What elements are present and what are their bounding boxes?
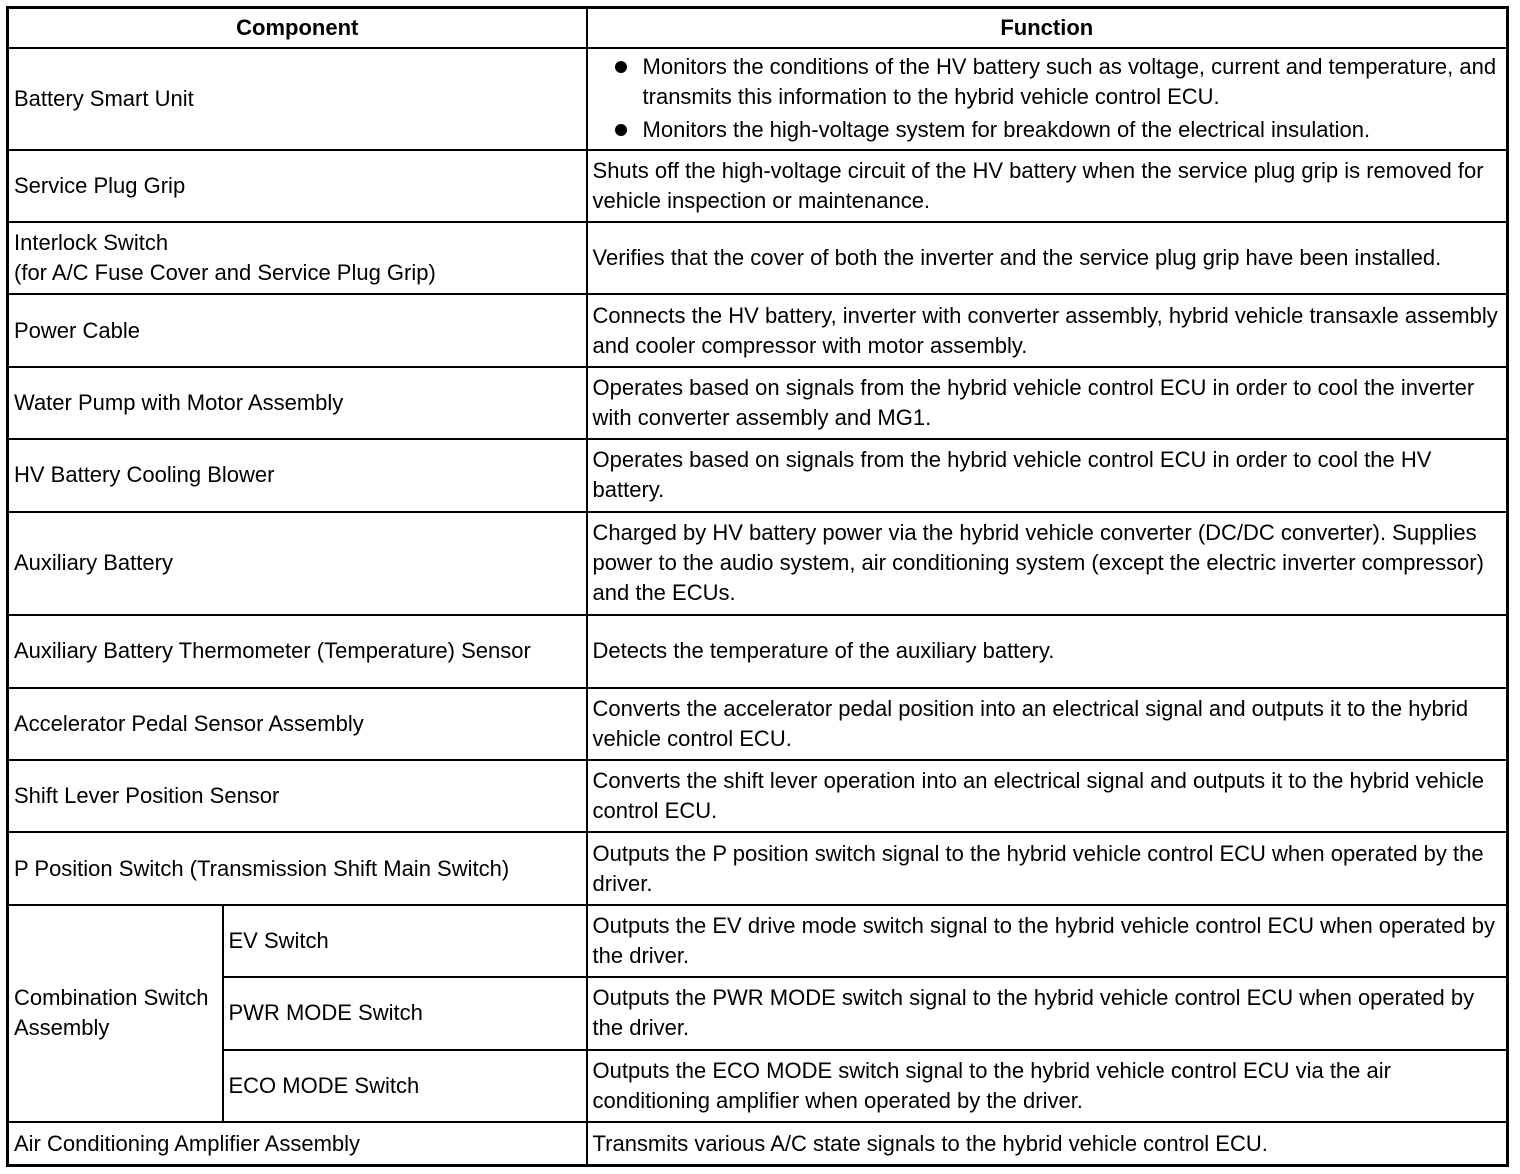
table-row	[8, 832, 1508, 904]
bullet-icon	[615, 124, 627, 136]
function-cell	[587, 48, 1508, 150]
component-group-cell: Combination Switch Assembly	[8, 905, 223, 1122]
table-row	[8, 905, 1508, 977]
table-row	[8, 367, 1508, 439]
function-cell: Outputs the EV drive mode switch signal to the hybrid vehicle control ECU when operated by the driver.	[587, 905, 1508, 977]
component-cell: HV Battery Cooling Blower	[8, 439, 587, 511]
table-row	[8, 977, 1508, 1049]
component-column-header: Component	[8, 8, 587, 49]
function-cell: Operates based on signals from the hybrid vehicle control ECU in order to cool the inverter with converter assembly and MG1.	[587, 367, 1508, 439]
table-row	[8, 512, 1508, 616]
component-cell: Interlock Switch (for A/C Fuse Cover and Service Plug Grip)	[8, 222, 587, 294]
table-row	[8, 1050, 1508, 1122]
function-cell: Charged by HV battery power via the hybrid vehicle converter (DC/DC converter). Supplies power to the audio system, air conditioning system (except the electric inverter compressor) and the ECUs.	[587, 512, 1508, 616]
bullet-icon	[615, 61, 627, 73]
component-cell: Air Conditioning Amplifier Assembly	[8, 1122, 587, 1165]
component-cell: Accelerator Pedal Sensor Assembly	[8, 688, 587, 760]
function-cell: Outputs the P position switch signal to the hybrid vehicle control ECU when operated by the driver.	[587, 832, 1508, 904]
component-cell: Water Pump with Motor Assembly	[8, 367, 587, 439]
component-cell: Auxiliary Battery	[8, 512, 587, 616]
component-cell: Power Cable	[8, 294, 587, 366]
table-row	[8, 294, 1508, 366]
table-row	[8, 150, 1508, 222]
function-cell: Connects the HV battery, inverter with converter assembly, hybrid vehicle transaxle assembly and cooler compressor with motor assembly.	[587, 294, 1508, 366]
function-cell: Converts the accelerator pedal position into an electrical signal and outputs it to the hybrid vehicle control ECU.	[587, 688, 1508, 760]
function-cell: Outputs the PWR MODE switch signal to the hybrid vehicle control ECU when operated by the driver.	[587, 977, 1508, 1049]
table-row	[8, 439, 1508, 511]
function-cell: Detects the temperature of the auxiliary battery.	[587, 615, 1508, 687]
component-cell: Battery Smart Unit	[8, 48, 587, 150]
table-header-row	[8, 8, 1508, 49]
component-cell: P Position Switch (Transmission Shift Main Switch)	[8, 832, 587, 904]
table-row	[8, 688, 1508, 760]
component-cell: Auxiliary Battery Thermometer (Temperature) Sensor	[8, 615, 587, 687]
function-cell: Converts the shift lever operation into an electrical signal and outputs it to the hybrid vehicle control ECU.	[587, 760, 1508, 832]
table-row	[8, 48, 1508, 150]
function-bullet-list	[593, 52, 1502, 145]
function-cell: Operates based on signals from the hybrid vehicle control ECU in order to cool the HV battery.	[587, 439, 1508, 511]
table-row	[8, 222, 1508, 294]
function-column-header: Function	[587, 8, 1508, 49]
function-cell: Verifies that the cover of both the inverter and the service plug grip have been installed.	[587, 222, 1508, 294]
component-cell: Shift Lever Position Sensor	[8, 760, 587, 832]
component-cell: Service Plug Grip	[8, 150, 587, 222]
subcomponent-cell: EV Switch	[223, 905, 587, 977]
subcomponent-cell: ECO MODE Switch	[223, 1050, 587, 1122]
function-cell: Outputs the ECO MODE switch signal to the hybrid vehicle control ECU via the air conditioning amplifier when operated by the driver.	[587, 1050, 1508, 1122]
table-row	[8, 760, 1508, 832]
function-cell: Shuts off the high-voltage circuit of the HV battery when the service plug grip is removed for vehicle inspection or maintenance.	[587, 150, 1508, 222]
bullet-item: Monitors the high-voltage system for breakdown of the electrical insulation.	[615, 115, 1502, 145]
component-function-table	[6, 6, 1509, 1167]
subcomponent-cell: PWR MODE Switch	[223, 977, 587, 1049]
table-row	[8, 615, 1508, 687]
table-row	[8, 1122, 1508, 1165]
function-cell: Transmits various A/C state signals to the hybrid vehicle control ECU.	[587, 1122, 1508, 1165]
bullet-item: Monitors the conditions of the HV battery such as voltage, current and temperature, and transmits this information to the hybrid vehicle control ECU.	[615, 52, 1502, 112]
